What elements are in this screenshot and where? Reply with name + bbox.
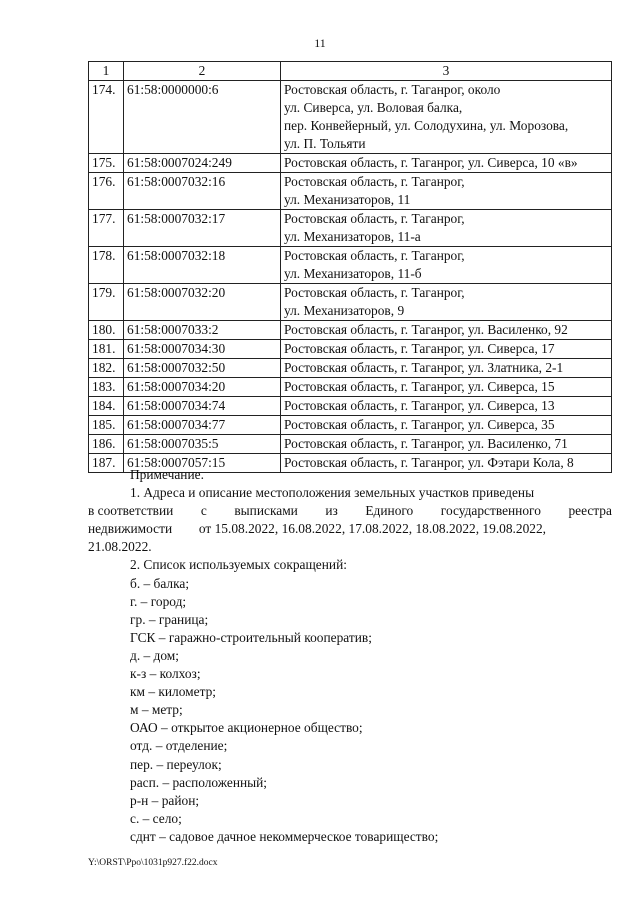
abbreviation-item: ГСК – гаражно-строительный кооператив; bbox=[130, 629, 372, 645]
address-line: ул. Механизаторов, 9 bbox=[284, 303, 405, 318]
cadastral-number: 61:58:0007032:50 bbox=[124, 359, 281, 378]
row-number: 183. bbox=[89, 378, 124, 397]
table-row bbox=[89, 154, 612, 173]
abbreviation-item: б. – балка; bbox=[130, 575, 190, 591]
note-word: выписками bbox=[234, 503, 298, 519]
header-col-3: 3 bbox=[281, 62, 612, 81]
abbreviation-item: к-з – колхоз; bbox=[130, 666, 201, 682]
note-item1-line4: 21.08.2022. bbox=[88, 539, 152, 555]
address-cell bbox=[281, 321, 612, 340]
address-cell bbox=[281, 81, 612, 154]
row-number: 186. bbox=[89, 435, 124, 454]
address-line: Ростовская область, г. Таганрог, bbox=[284, 211, 465, 226]
row-number: 182. bbox=[89, 359, 124, 378]
cadastral-number: 61:58:0000000:6 bbox=[124, 81, 281, 154]
note-word: государственного bbox=[440, 503, 541, 519]
parcels-table bbox=[88, 61, 612, 473]
address-line: ул. Механизаторов, 11-а bbox=[284, 229, 421, 244]
row-number: 175. bbox=[89, 154, 124, 173]
address-line: ул. Сиверса, ул. Воловая балка, bbox=[284, 100, 463, 115]
header-col-1: 1 bbox=[89, 62, 124, 81]
note-word: из bbox=[325, 503, 338, 519]
address-line: ул. Механизаторов, 11-б bbox=[284, 266, 422, 281]
address-cell bbox=[281, 359, 612, 378]
address-line: пер. Конвейерный, ул. Солодухина, ул. Морозова, bbox=[284, 118, 569, 133]
note-word: с bbox=[200, 503, 207, 519]
page-number: 11 bbox=[314, 36, 326, 50]
table-row bbox=[89, 416, 612, 435]
abbreviation-item: отд. – отделение; bbox=[130, 738, 228, 754]
cadastral-number: 61:58:0007034:30 bbox=[124, 340, 281, 359]
note-title: Примечание. bbox=[130, 467, 204, 482]
abbreviation-item: ОАО – открытое акционерное общество; bbox=[130, 720, 363, 736]
table-row bbox=[89, 81, 612, 154]
address-line: Ростовская область, г. Таганрог, ул. Сиверса, 13 bbox=[284, 398, 555, 413]
cadastral-number: 61:58:0007034:77 bbox=[124, 416, 281, 435]
address-cell bbox=[281, 378, 612, 397]
cadastral-number: 61:58:0007034:74 bbox=[124, 397, 281, 416]
address-line: Ростовская область, г. Таганрог, ул. Сиверса, 35 bbox=[284, 417, 555, 432]
cadastral-number: 61:58:0007032:17 bbox=[124, 210, 281, 247]
row-number: 174. bbox=[89, 81, 124, 154]
note-word: Единого bbox=[365, 503, 414, 519]
cadastral-number: 61:58:0007032:20 bbox=[124, 284, 281, 321]
note-word: реестра bbox=[568, 503, 612, 519]
table-row bbox=[89, 359, 612, 378]
abbreviation-item: сднт – садовое дачное некоммерческое товарищество; bbox=[130, 828, 439, 844]
address-line: Ростовская область, г. Таганрог, bbox=[284, 285, 465, 300]
row-number: 176. bbox=[89, 173, 124, 210]
address-cell bbox=[281, 173, 612, 210]
abbreviation-item: р-н – район; bbox=[130, 792, 200, 808]
abbreviation-item: м – метр; bbox=[130, 702, 183, 718]
address-line: Ростовская область, г. Таганрог, около bbox=[284, 82, 501, 97]
table-row bbox=[89, 247, 612, 284]
table-row bbox=[89, 378, 612, 397]
cadastral-number: 61:58:0007032:16 bbox=[124, 173, 281, 210]
table-row bbox=[89, 284, 612, 321]
table-row bbox=[89, 321, 612, 340]
abbreviation-item: г. – город; bbox=[130, 593, 187, 609]
address-line: Ростовская область, г. Таганрог, ул. Сиверса, 15 bbox=[284, 379, 555, 394]
address-line: Ростовская область, г. Таганрог, bbox=[284, 174, 465, 189]
row-number: 179. bbox=[89, 284, 124, 321]
cadastral-number: 61:58:0007035:5 bbox=[124, 435, 281, 454]
table-row bbox=[89, 340, 612, 359]
row-number: 184. bbox=[89, 397, 124, 416]
address-line: Ростовская область, г. Таганрог, bbox=[284, 248, 465, 263]
table-row bbox=[89, 435, 612, 454]
address-line: Ростовская область, г. Таганрог, ул. Василенко, 92 bbox=[284, 322, 568, 337]
abbreviation-item: пер. – переулок; bbox=[130, 756, 222, 772]
row-number: 180. bbox=[89, 321, 124, 340]
address-line: Ростовская область, г. Таганрог, ул. Сиверса, 17 bbox=[284, 341, 555, 356]
address-line: Ростовская область, г. Таганрог, ул. Златника, 2-1 bbox=[284, 360, 564, 375]
row-number: 187. bbox=[89, 454, 124, 473]
note-item1-line3: недвижимости от 15.08.2022, 16.08.2022, 17.08.2022, 18.08.2022, 19.08.2022, bbox=[88, 521, 547, 537]
row-number: 178. bbox=[89, 247, 124, 284]
address-cell bbox=[281, 340, 612, 359]
abbreviation-item: км – километр; bbox=[130, 684, 217, 700]
address-cell bbox=[281, 210, 612, 247]
address-line: Ростовская область, г. Таганрог, ул. Сиверса, 10 «в» bbox=[284, 155, 578, 170]
cadastral-number: 61:58:0007032:18 bbox=[124, 247, 281, 284]
abbreviation-list bbox=[88, 575, 612, 846]
address-cell bbox=[281, 154, 612, 173]
note-section bbox=[88, 466, 612, 846]
header-col-2: 2 bbox=[124, 62, 281, 81]
note-item1-line2 bbox=[88, 502, 612, 520]
table-row bbox=[89, 210, 612, 247]
row-number: 181. bbox=[89, 340, 124, 359]
address-cell bbox=[281, 416, 612, 435]
table-row bbox=[89, 397, 612, 416]
address-line: ул. П. Тольяти bbox=[284, 136, 366, 151]
footer-file-path: Y:\ORST\Ppo\1031p927.f22.docx bbox=[88, 858, 218, 868]
abbreviation-item: д. – дом; bbox=[130, 647, 179, 663]
table-header-row bbox=[89, 62, 612, 81]
abbreviation-item: с. – село; bbox=[130, 810, 182, 826]
note-item1-line1: 1. Адреса и описание местоположения земельных участков приведены bbox=[130, 485, 535, 501]
address-line: ул. Механизаторов, 11 bbox=[284, 192, 411, 207]
cadastral-number: 61:58:0007033:2 bbox=[124, 321, 281, 340]
address-cell bbox=[281, 247, 612, 284]
abbreviation-item: расп. – расположенный; bbox=[130, 774, 268, 790]
address-cell bbox=[281, 284, 612, 321]
note-item2-title: 2. Список используемых сокращений: bbox=[130, 557, 347, 573]
row-number: 177. bbox=[89, 210, 124, 247]
abbreviation-item: гр. – граница; bbox=[130, 611, 209, 627]
row-number: 185. bbox=[89, 416, 124, 435]
address-cell bbox=[281, 397, 612, 416]
cadastral-number: 61:58:0007034:20 bbox=[124, 378, 281, 397]
table-row bbox=[89, 173, 612, 210]
address-cell bbox=[281, 435, 612, 454]
cadastral-number: 61:58:0007024:249 bbox=[124, 154, 281, 173]
address-line: Ростовская область, г. Таганрог, ул. Василенко, 71 bbox=[284, 436, 568, 451]
note-word: в соответствии bbox=[88, 503, 174, 519]
address-line: Ростовская область, г. Таганрог, ул. Фэтари Кола, 8 bbox=[284, 455, 574, 470]
cadastral-number: 61:58:0007057:15 bbox=[124, 454, 281, 473]
